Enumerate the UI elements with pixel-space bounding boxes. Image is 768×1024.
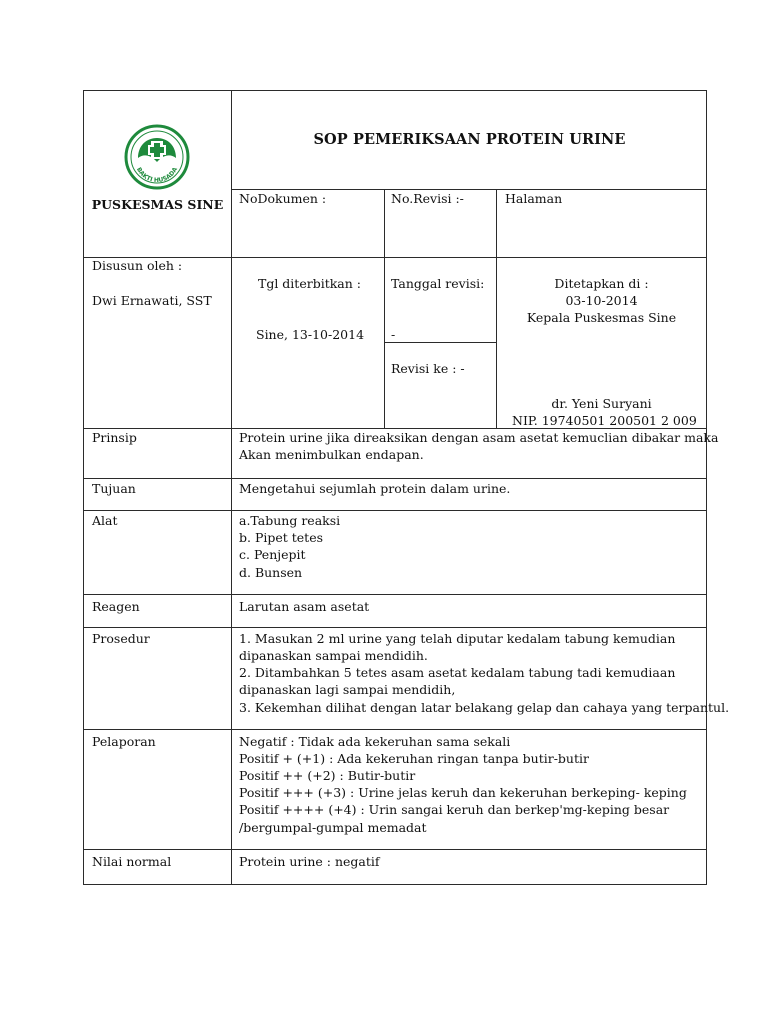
prosedur-line: 1. Masukan 2 ml urine yang telah diputar kedalam tabung kemudian bbox=[239, 631, 676, 646]
prosedur-line: dipanaskan lagi sampai mendidih, bbox=[239, 682, 456, 697]
pelaporan-line: Positif ++++ (+4) : Urin sangai keruh dan berkep'mg-keping besar bbox=[239, 802, 670, 817]
border-tujuan-top bbox=[83, 478, 707, 479]
disusun-name: Dwi Ernawati, SST bbox=[92, 293, 212, 308]
alat-item: d. Bunsen bbox=[239, 565, 303, 580]
halaman-label: Halaman bbox=[505, 191, 563, 206]
alat-item: a.Tabung reaksi bbox=[239, 513, 341, 528]
logo-text: BAKTI HUSADA bbox=[134, 166, 180, 185]
ditetapkan-date: 03-10-2014 bbox=[565, 293, 638, 308]
nilai-normal-line: Protein urine : negatif bbox=[239, 854, 380, 869]
pelaporan-line: Negatif : Tidak ada kekeruhan sama sekali bbox=[239, 734, 511, 749]
border-revisi-sep bbox=[384, 342, 496, 343]
prosedur-line: 3. Kekemhan dilihat dengan latar belakang gelap dan cahaya yang terpantul. bbox=[239, 700, 730, 715]
border-bottom bbox=[83, 884, 707, 885]
border-prosedur-top bbox=[83, 627, 707, 628]
pelaporan-line: /bergumpal-gumpal memadat bbox=[239, 820, 427, 835]
nilai-normal-label: Nilai normal bbox=[92, 854, 172, 869]
border-alat-top bbox=[83, 510, 707, 511]
tujuan-line: Mengetahui sejumlah protein dalam urine. bbox=[239, 481, 511, 496]
document-title: SOP PEMERIKSAAN PROTEIN URINE bbox=[313, 131, 626, 148]
ditetapkan-label: Ditetapkan di : bbox=[554, 276, 649, 291]
border-col-2 bbox=[384, 189, 385, 429]
prosedur-label: Prosedur bbox=[92, 631, 150, 646]
disusun-label: Disusun oleh : bbox=[92, 258, 183, 273]
no-dokumen-label: NoDokumen : bbox=[239, 191, 327, 206]
revisi-ke: Revisi ke : - bbox=[391, 361, 465, 376]
pelaporan-line: Positif +++ (+3) : Urine jelas keruh dan kekeruhan berkeping- keping bbox=[239, 785, 687, 800]
organization-name: PUSKESMAS SINE bbox=[91, 197, 224, 212]
signer-name: dr. Yeni Suryani bbox=[551, 396, 652, 411]
reagen-label: Reagen bbox=[92, 599, 140, 614]
prinsip-label: Prinsip bbox=[92, 430, 137, 445]
border-nilai-top bbox=[83, 849, 707, 850]
reagen-line: Larutan asam asetat bbox=[239, 599, 370, 614]
alat-item: b. Pipet tetes bbox=[239, 530, 324, 545]
pelaporan-line: Positif ++ (+2) : Butir-butir bbox=[239, 768, 416, 783]
tujuan-label: Tujuan bbox=[92, 481, 136, 496]
tgl-diterbitkan-value: Sine, 13-10-2014 bbox=[256, 327, 365, 342]
pelaporan-label: Pelaporan bbox=[92, 734, 156, 749]
border-reagen-top bbox=[83, 594, 707, 595]
tanggal-revisi-value: - bbox=[391, 327, 396, 342]
prinsip-line: Akan menimbulkan endapan. bbox=[239, 447, 424, 462]
alat-item: c. Penjepit bbox=[239, 547, 306, 562]
tanggal-revisi-label: Tanggal revisi: bbox=[391, 276, 485, 291]
prinsip-line: Protein urine jika direaksikan dengan asam asetat kemuclian dibakar maka bbox=[239, 430, 719, 445]
alat-label: Alat bbox=[92, 513, 118, 528]
tgl-diterbitkan-label: Tgl diterbitkan : bbox=[258, 276, 361, 291]
prosedur-line: 2. Ditambahkan 5 tetes asam asetat kedalam tabung tadi kemudiaan bbox=[239, 665, 676, 680]
signer-nip: NIP. 19740501 200501 2 009 bbox=[512, 413, 697, 428]
prosedur-line: dipanaskan sampai mendidih. bbox=[239, 648, 428, 663]
pelaporan-line: Positif + (+1) : Ada kekeruhan ringan tanpa butir-butir bbox=[239, 751, 589, 766]
ditetapkan-role: Kepala Puskesmas Sine bbox=[526, 310, 677, 325]
border-right bbox=[706, 90, 707, 885]
border-top bbox=[83, 90, 707, 91]
bakti-husada-logo bbox=[124, 124, 190, 190]
border-label-col bbox=[231, 90, 232, 885]
border-pelaporan-top bbox=[83, 729, 707, 730]
no-revisi-label: No.Revisi :- bbox=[391, 191, 464, 206]
